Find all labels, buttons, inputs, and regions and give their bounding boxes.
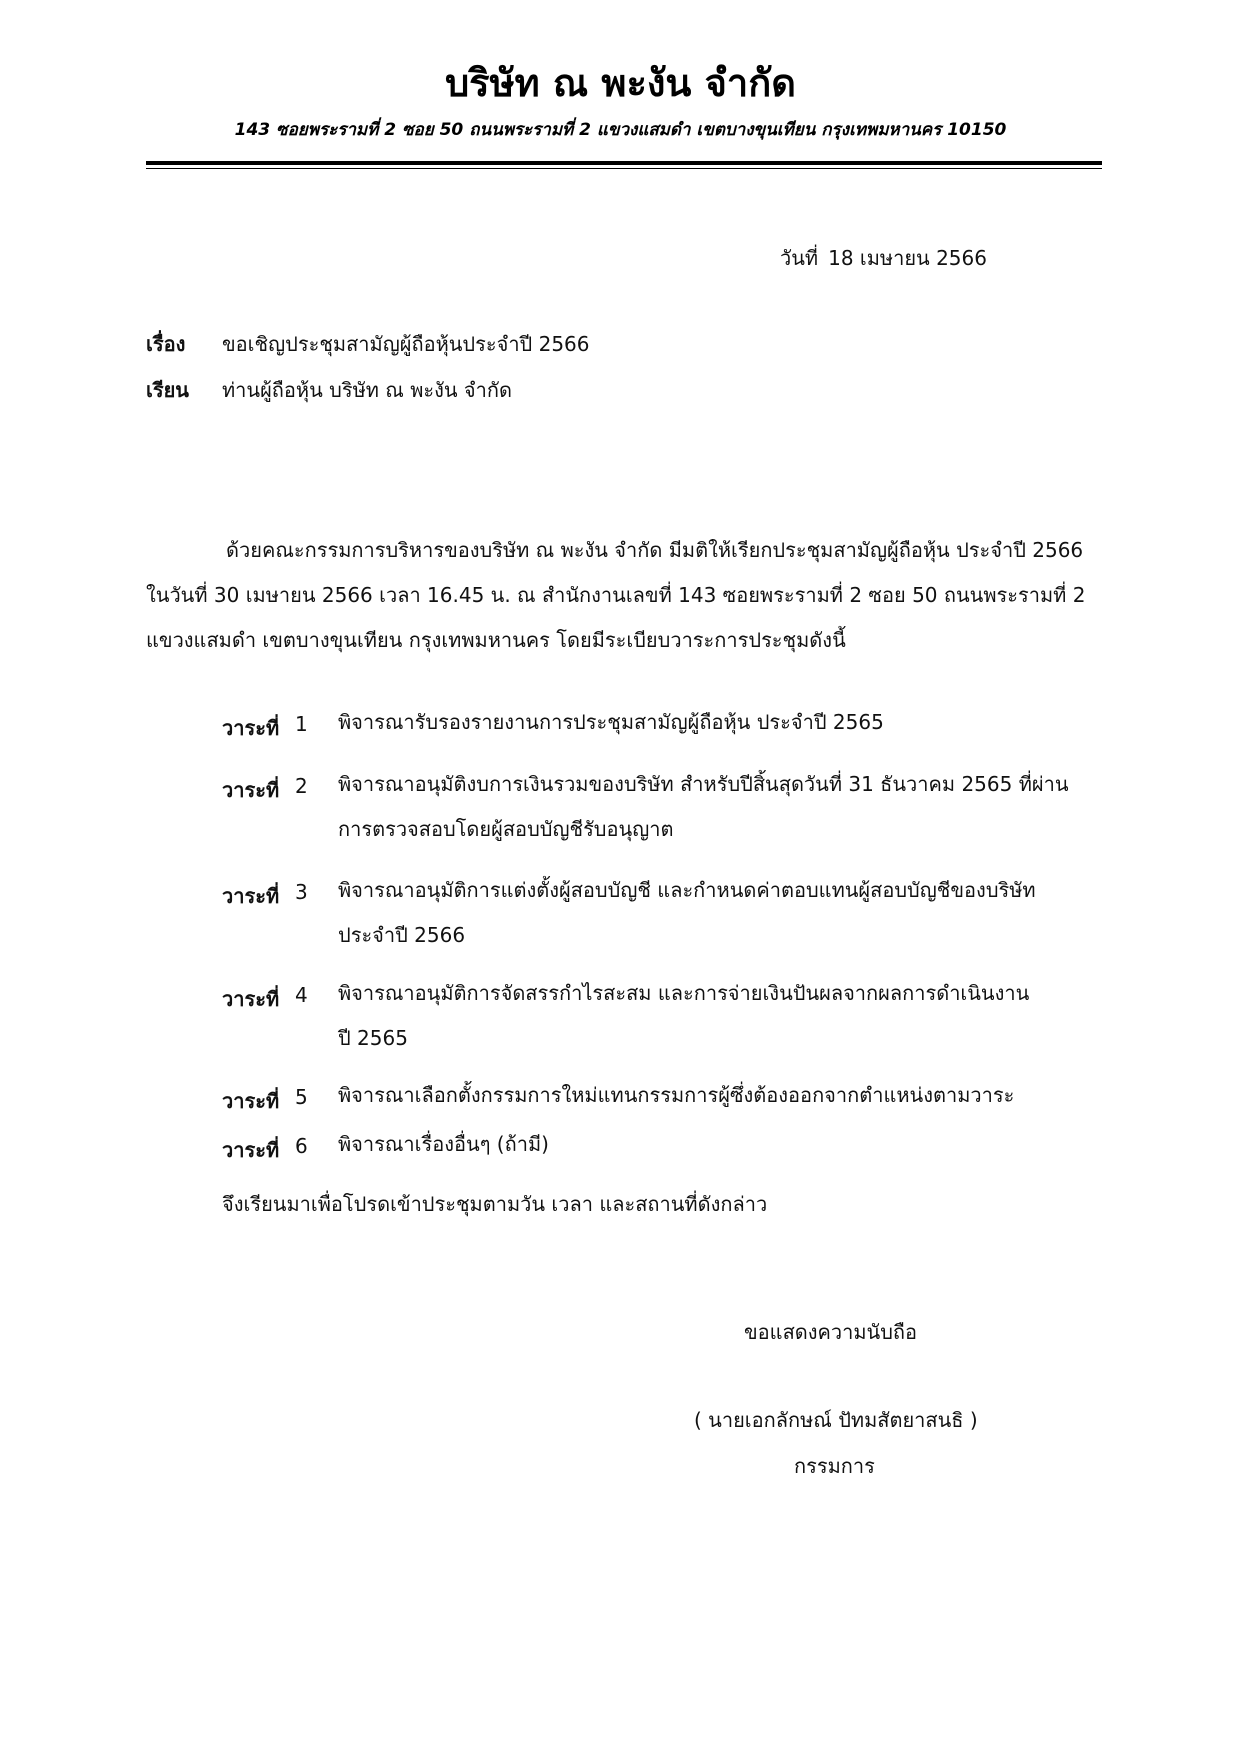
subject-value: ขอเชิญประชุมสามัญผู้ถือหุ้นประจำปี 2566 [222,332,590,356]
regards-text: ขอแสดงความนับถือ [744,1320,918,1344]
agenda-label: วาระที่ [222,884,280,908]
agenda-text [338,1073,1102,1118]
letter-date [780,242,987,274]
agenda-label: วาระที่ [222,716,280,740]
agenda-text [338,700,1102,745]
agenda-text [338,1122,1102,1167]
agenda-text-line: การตรวจสอบโดยผู้สอบบัญชีรับอนุญาต [338,817,674,841]
agenda-label: วาระที่ [222,1138,280,1162]
agenda-number: 5 [295,1085,308,1109]
recipient-label: เรียน [146,378,189,402]
date-value: 18 เมษายน 2566 [828,246,987,270]
company-name: บริษัท ณ พะงัน จำกัด [445,61,796,105]
agenda-number: 6 [295,1134,308,1158]
agenda-text-line: พิจารณาอนุมัติการแต่งตั้งผู้สอบบัญชี และกำหนดค่าตอบแทนผู้สอบบัญชีของบริษัท [338,878,1036,902]
agenda-label: วาระที่ [222,1089,280,1113]
body-line: ด้วยคณะกรรมการบริหารของบริษัท ณ พะงัน จำกัด มีมติให้เรียกประชุมสามัญผู้ถือหุ้น ประจำปี 2566 [226,538,1084,562]
header-rule-thin [146,168,1102,169]
body-line: ในวันที่ 30 เมษายน 2566 เวลา 16.45 น. ณ สำนักงานเลขที่ 143 ซอยพระรามที่ 2 ซอย 50 ถนนพระรามที่ 2 [146,583,1086,607]
recipient-value: ท่านผู้ถือหุ้น บริษัท ณ พะงัน จำกัด [222,378,512,402]
agenda-label: วาระที่ [222,778,280,802]
closing-statement: จึงเรียนมาเพื่อโปรดเข้าประชุมตามวัน เวลา และสถานที่ดังกล่าว [222,1192,768,1216]
agenda-text [338,971,1102,1061]
agenda-number: 1 [295,712,308,736]
agenda-text-line: พิจารณารับรองรายงานการประชุมสามัญผู้ถือหุ้น ประจำปี 2565 [338,710,884,734]
agenda-text-line: ประจำปี 2566 [338,923,466,947]
agenda-text [338,762,1102,852]
company-address: 143 ซอยพระรามที่ 2 ซอย 50 ถนนพระรามที่ 2 แขวงแสมดำ เขตบางขุนเทียน กรุงเทพมหานคร 10150 [234,120,1007,140]
agenda-number: 2 [295,774,308,798]
recipient-row [146,374,512,406]
body-line: แขวงแสมดำ เขตบางขุนเทียน กรุงเทพมหานคร โดยมีระเบียบวาระการประชุมดังนี้ [146,628,846,652]
agenda-text [338,868,1102,958]
agenda-number: 4 [295,983,308,1007]
agenda-text-line: พิจารณาเลือกตั้งกรรมการใหม่แทนกรรมการผู้ซึ่งต้องออกจากตำแหน่งตามวาระ [338,1083,1015,1107]
signer-name: ( นายเอกลักษณ์ ปัทมสัตยาสนธิ ) [694,1408,978,1432]
agenda-text-line: พิจารณาอนุมัติงบการเงินรวมของบริษัท สำหรับปีสิ้นสุดวันที่ 31 ธันวาคม 2565 ที่ผ่าน [338,772,1069,796]
date-label: วันที่ [780,246,819,270]
agenda-text-line: ปี 2565 [338,1026,408,1050]
agenda-text-line: พิจารณาอนุมัติการจัดสรรกำไรสะสม และการจ่ายเงินปันผลจากผลการดำเนินงาน [338,981,1030,1005]
agenda-text-line: พิจารณาเรื่องอื่นๆ (ถ้ามี) [338,1132,549,1156]
subject-row [146,328,590,360]
body-paragraph [146,528,1102,663]
agenda-number: 3 [295,880,308,904]
subject-label: เรื่อง [146,332,186,356]
agenda-label: วาระที่ [222,987,280,1011]
header-rule-thick [146,161,1102,165]
signer-title: กรรมการ [794,1454,875,1478]
